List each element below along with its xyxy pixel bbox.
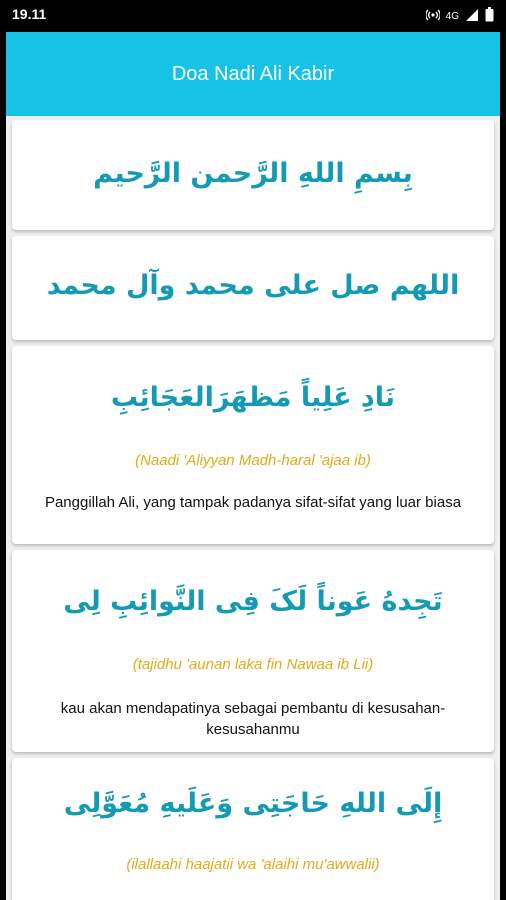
- status-time: 19.11: [12, 6, 47, 22]
- arabic-text: بِسمِ اللهِ الرَّحمن الرَّحيم: [93, 158, 413, 189]
- prayer-card[interactable]: [12, 120, 494, 230]
- prayer-card[interactable]: [12, 236, 494, 340]
- network-type: 4G: [445, 11, 459, 22]
- arabic-text: تَجِدهُ عَوناً لَکَ فِی النَّوائِبِ لِی: [63, 586, 443, 617]
- prayer-card[interactable]: [12, 758, 494, 900]
- translation-text: Panggillah Ali, yang tampak padanya sifat-sifat yang luar biasa: [44, 494, 462, 511]
- arabic-text: نَادِ عَلِياً مَظهَرَالعَجَائِبِ: [110, 382, 396, 413]
- arabic-text: إِلَی اللهِ حَاجَتِی وَعَلَیهِ مُعَوَّلِی: [63, 788, 443, 819]
- battery-icon: [485, 7, 494, 26]
- prayer-card[interactable]: [12, 550, 494, 752]
- translation-text: kau akan mendapatinya sebagai pembantu di kesusahan-kesusahanmu: [60, 700, 446, 738]
- transliteration-text: (ilallaahi haajatii wa 'alaihi mu'awwalii): [126, 856, 380, 873]
- transliteration-text: (Naadi 'Aliyyan Madh-haral 'ajaa ib): [135, 452, 371, 469]
- app-bar: [6, 32, 500, 116]
- transliteration-text: (tajidhu 'aunan laka fin Nawaa ib Lii): [132, 656, 374, 673]
- status-icons: [426, 7, 494, 26]
- prayer-card[interactable]: [12, 346, 494, 544]
- app-title: Doa Nadi Ali Kabir: [171, 62, 335, 85]
- status-bar: [0, 0, 506, 32]
- signal-icon: [465, 7, 479, 26]
- arabic-text: اللهم صل على محمد وآل محمد: [46, 270, 460, 301]
- app-screen: [6, 32, 500, 900]
- hotspot-icon: [426, 7, 440, 26]
